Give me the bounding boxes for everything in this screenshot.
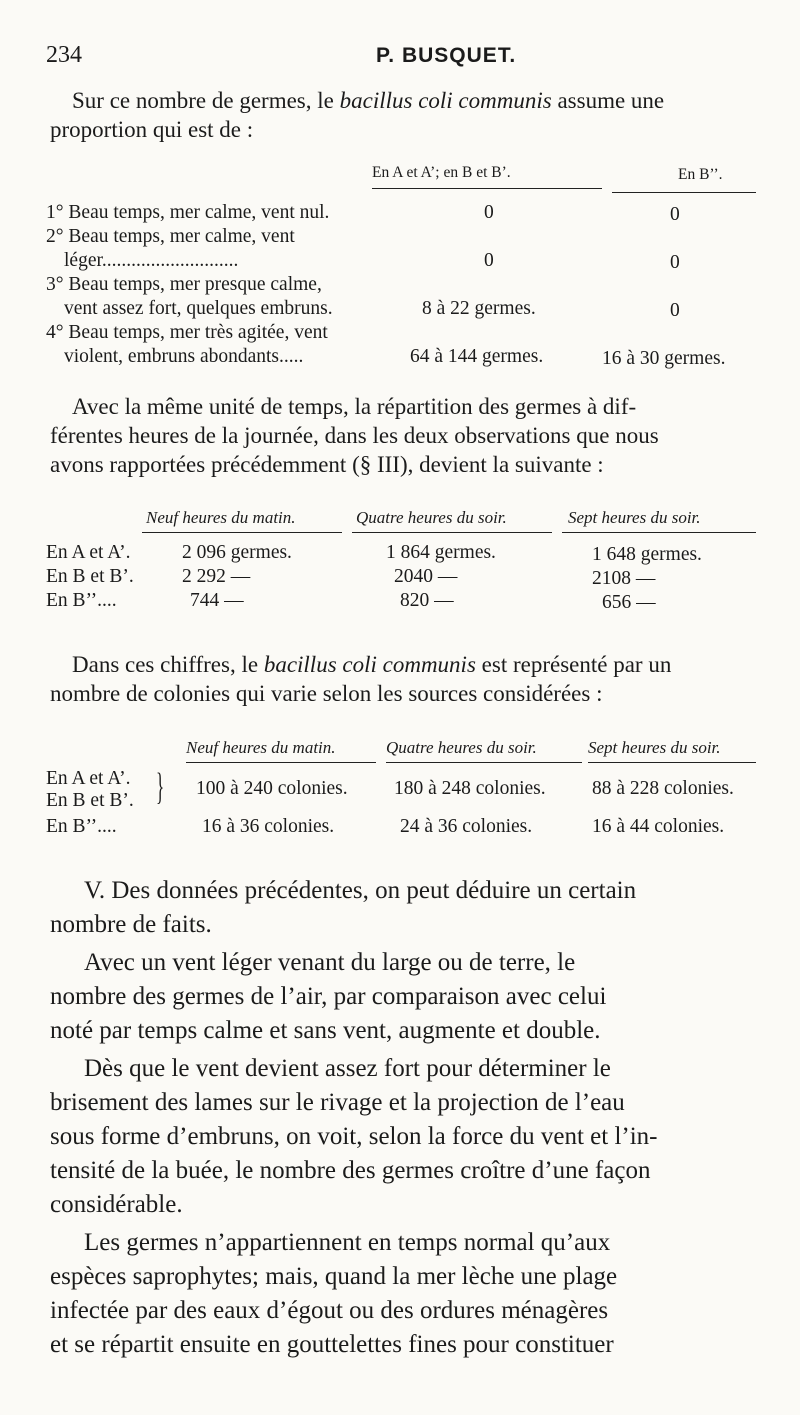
page-header	[46, 42, 756, 76]
table2-header-evening: Sept heures du soir.	[568, 508, 701, 527]
table3-header-morning: Neuf heures du matin.	[186, 738, 336, 757]
intro-paragraph	[50, 86, 756, 144]
table1-header-1: En A et A’; en B et B’.	[372, 164, 511, 181]
section-v-paragraph: V. Des données précédentes, on peut déduire un certain nombre de faits.	[50, 877, 637, 938]
intro-line-2: proportion qui est de :	[50, 117, 254, 142]
section-v-paragraph: Dès que le vent devient assez fort pour déterminer le brisement des lames sur le rivage et la projection de l’eau sous forme d’embruns, on voit, selon la force du vent et l’in- tensité de la buée, le nombre des germes croître d’une façon considérable.	[50, 1055, 658, 1218]
section-v-paragraph: Avec un vent léger venant du large ou de terre, le nombre des germes de l’air, par comparaison avec celui noté par temps calme et sans vent, augmente et double.	[50, 949, 607, 1044]
distribution-paragraph: Avec la même unité de temps, la répartition des germes à dif- férentes heures de la journée, dans les deux observations que nous avons rapportées précédemment (§ III), devient la suivante :	[50, 394, 659, 477]
running-head: P. BUSQUET.	[376, 44, 517, 67]
table3-header-afternoon: Quatre heures du soir.	[386, 738, 537, 757]
table2-header-morning: Neuf heures du matin.	[146, 508, 296, 527]
section-v-paragraph: Les germes n’appartiennent en temps normal qu’aux espèces saprophytes; mais, quand la mer lèche une plage infectée par des eaux d’égout ou des ordures ménagères et se répartit ensuite en gouttelettes fines pour constituer	[50, 1229, 618, 1358]
intro-line-1: Sur ce nombre de germes, le bacillus coli communis assume une	[72, 88, 665, 113]
table3-header-evening: Sept heures du soir.	[588, 738, 721, 757]
brace-glyph: }	[156, 766, 165, 808]
colonies-table: Neuf heures du matin. Quatre heures du soir. Sept heures du soir. En A et A’. En B et B’. } 100 à 240 colonies. 180 à 248 colonies. 88 à 228 colonies. En B’’.... 16 à 36 colonies. 24 à 36 colonies. 16 à 44 colonies.	[46, 734, 756, 844]
section-v	[50, 874, 756, 1362]
table1-header-rule-1	[372, 188, 602, 189]
weather-germs-table: En A et A’; en B et B’. En B’’. 1° Beau temps, mer calme, vent nul. 0 0 2° Beau temps, mer calme, vent léger............................ 0 0 3° Beau temps, mer presque calme, vent assez fort, quelques embruns. 8 à 22 germes. 0 4° Beau temps, mer très agitée, vent violent, embruns abondants..... 64 à 144 germes. 16 à 30 germes.	[46, 158, 756, 370]
colonies-line-1: Dans ces chiffres, le bacillus coli communis est représenté par un	[72, 652, 672, 677]
colonies-paragraph: Dans ces chiffres, le bacillus coli communis est représenté par un nombre de colonies qui varie selon les sources considérées :	[50, 650, 756, 708]
page-number: 234	[46, 42, 82, 68]
table2-header-afternoon: Quatre heures du soir.	[356, 508, 507, 527]
hourly-germs-table: Neuf heures du matin. Quatre heures du soir. Sept heures du soir. En A et A’. 2 096 germes. 1 864 germes. 1 648 germes. En B et B’. 2 292 — 2040 — 2108 — En B’’.... 744 — 820 — 656 —	[46, 504, 756, 624]
table1-header-rule-2	[612, 192, 756, 193]
table1-header-2: En B’’.	[678, 166, 723, 183]
